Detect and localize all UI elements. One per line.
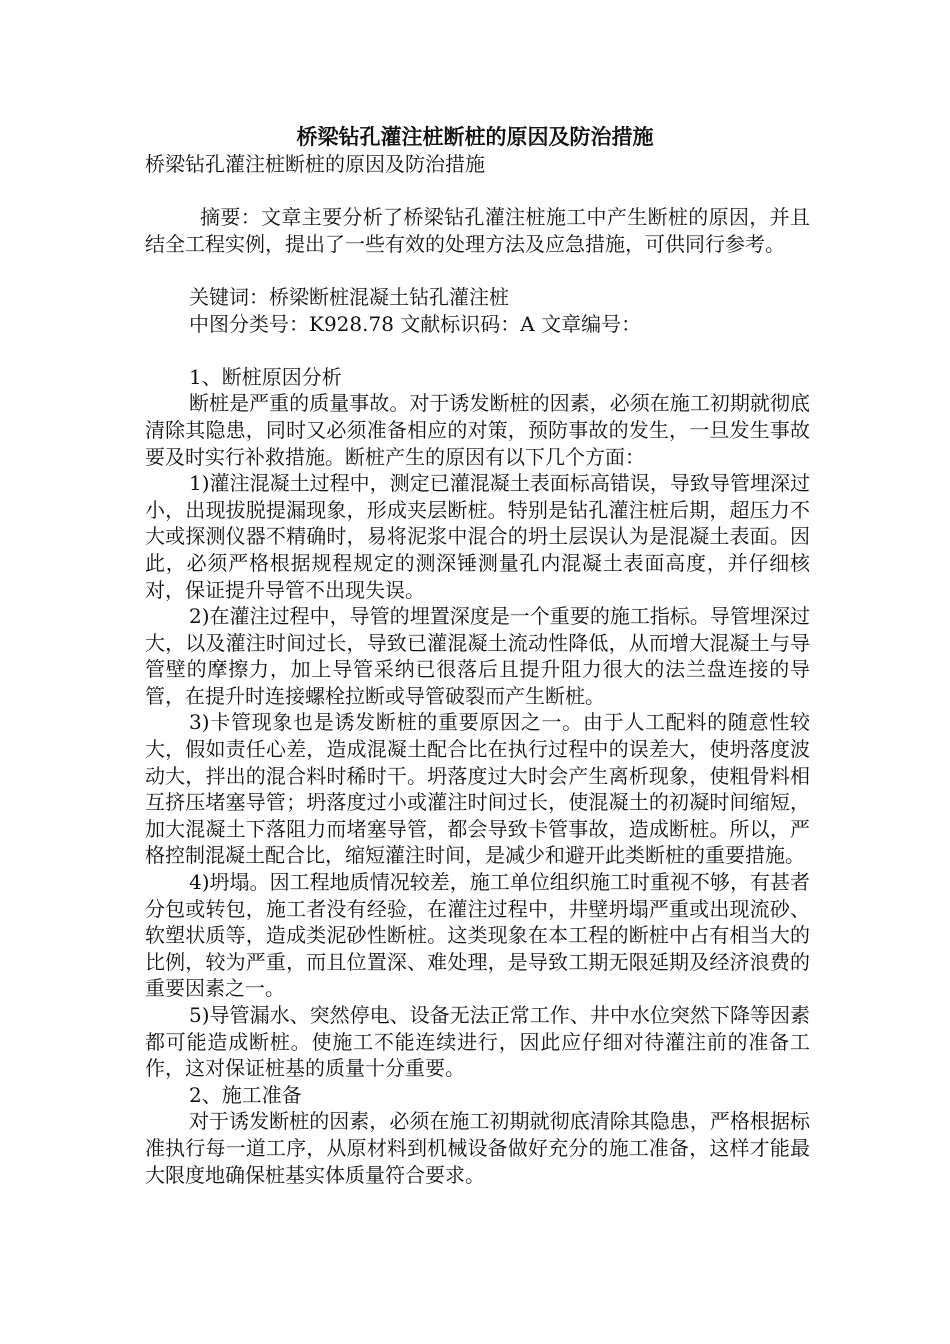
cause-item-1: 1)灌注混凝土过程中，测定已灌混凝土表面标高错误，导致导管埋深过小，出现拔脱提漏现象，形成夹层断桩。特别是钻孔灌注桩后期，超压力不大或探测仪器不精确时，易将泥浆中混合的坍土层误认为是混凝土表面。因此，必须严格根据规程规定的测深锤测量孔内混凝土表面高度，并仔细核对，保证提升导管不出现失误。 — [145, 471, 810, 602]
document-title: 桥梁钻孔灌注桩断桩的原因及防治措施 — [296, 124, 654, 149]
section-1-heading: 1、断桩原因分析 — [189, 364, 342, 389]
cause-item-2: 2)在灌注过程中，导管的埋置深度是一个重要的施工指标。导管埋深过大，以及灌注时间过长，导致已灌混凝土流动性降低，从而增大混凝土与导管壁的摩擦力，加上导管采纳已很落后且提升阻力很大的法兰盘连接的导管，在提升时连接螺栓拉断或导管破裂而产生断桩。 — [145, 604, 810, 708]
classification-line: 中图分类号：K928.78 文献标识码：A 文章编号： — [189, 311, 642, 336]
cause-item-5: 5)导管漏水、突然停电、设备无法正常工作、井中水位突然下降等因素都可能造成断桩。使施工不能连续进行，因此应仔细对待灌注前的准备工作，这对保证桩基的质量十分重要。 — [145, 1003, 810, 1081]
section-2-heading: 2、施工准备 — [189, 1082, 302, 1107]
document-body — [145, 151, 810, 1188]
blank-line — [145, 178, 810, 205]
cause-item-4: 4)坍塌。因工程地质情况较差，施工单位组织施工时重视不够，有甚者分包或转包，施工者没有经验，在灌注过程中，井壁坍塌严重或出现流砂、软塑状质等，造成类泥砂性断桩。这类现象在本工程的断桩中占有相当大的比例，较为严重，而且位置深、难处理，是导致工期无限延期及经济浪费的重要因素之一。 — [145, 870, 810, 1001]
section-1-intro: 断桩是严重的质量事故。对于诱发断桩的因素，必须在施工初期就彻底清除其隐患，同时又必须准备相应的对策，预防事故的发生，一旦发生事故要及时实行补救措施。断桩产生的原因有以下几个方面： — [145, 391, 810, 469]
document-subtitle: 桥梁钻孔灌注桩断桩的原因及防治措施 — [145, 152, 485, 176]
blank-line — [145, 257, 810, 284]
section-2-intro: 对于诱发断桩的因素，必须在施工初期就彻底清除其隐患，严格根据标准执行每一道工序，从原材料到机械设备做好充分的施工准备，这样才能最大限度地确保桩基实体质量符合要求。 — [145, 1109, 810, 1187]
keywords-line: 关键词：桥梁断桩混凝土钻孔灌注桩 — [189, 284, 509, 309]
abstract-paragraph: 摘要：文章主要分析了桥梁钻孔灌注桩施工中产生断桩的原因，并且结全工程实例，提出了一些有效的处理方法及应急措施，可供同行参考。 — [145, 205, 810, 256]
cause-item-3: 3)卡管现象也是诱发断桩的重要原因之一。由于人工配料的随意性较大，假如责任心差，造成混凝土配合比在执行过程中的误差大，使坍落度波动大，拌出的混合料时稀时干。坍落度过大时会产生离析现象，使粗骨料相互挤压堵塞导管；坍落度过小或灌注时间过长，使混凝土的初凝时间缩短，加大混凝土下落阻力而堵塞导管，都会导致卡管事故，造成断桩。所以，严格控制混凝土配合比，缩短灌注时间，是减少和避开此类断桩的重要措施。 — [145, 710, 810, 868]
blank-line — [145, 337, 810, 364]
